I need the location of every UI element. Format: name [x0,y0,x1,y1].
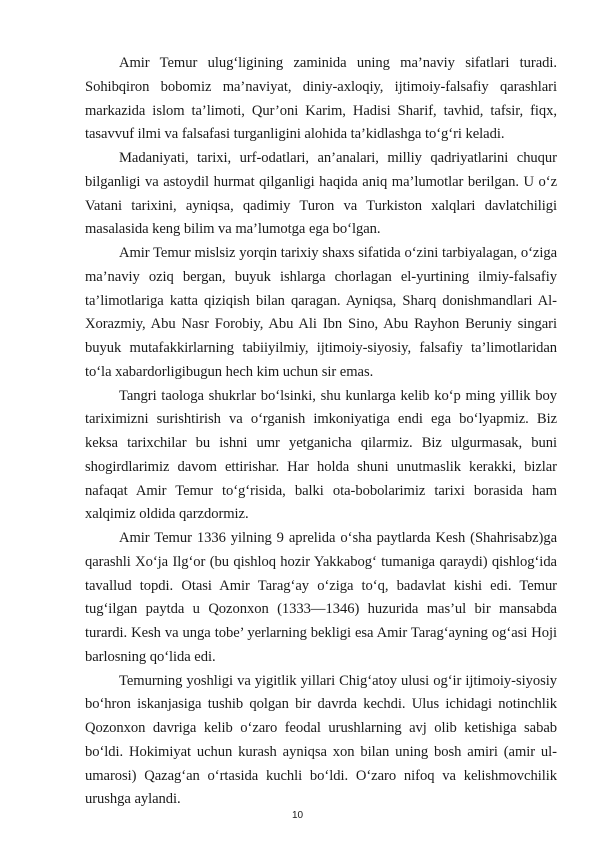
paragraph-2: Madaniyati, tarixi, urf-odatlari, an’analari, milliy qadriyatlarini chuqur bilganligi va astoydil hurmat qilganligi haqida aniq ma’lumotlar berilgan. U o‘z Vatani tarixini, ayniqsa, qadimiy Turon va Turkiston xalqlari davlatchiligi masalasida keng bilim va ma’lumotga ega bo‘lgan. [85,150,557,238]
paragraph-6: Temurning yoshligi va yigitlik yillari Chig‘atoy ulusi og‘ir ijtimoiy-siyosiy bo‘hron iskanjasiga tushib qolgan bir davrda kechdi. Ulus ichidagi notinchlik Qozonxon davriga kelib o‘zaro feodal urushlarning avj olib ketishiga sabab bo‘ldi. Hokimiyat uchun kurash ayniqsa xon bilan uning bosh amiri (amir ul-umarosi) Qazag‘an o‘rtasida kuchli bo‘ldi. O‘zaro nifoq va kelishmovchilik urushga aylandi. [85,672,557,808]
page-number: 10 [291,810,304,821]
paragraph-4: Tangri taologa shukrlar bo‘lsinki, shu kunlarga kelib ko‘p ming yillik boy tariximizni surishtirish va o‘rganish imkoniyatiga endi ega bo‘lyapmiz. Biz keksa tarixchilar bu ishni umr yetganicha qilarmiz. Biz ulgurmasak, buni shogirdlarimiz davom ettirishar. Har holda shuni unutmaslik kerakki, bizlar nafaqat Amir Temur to‘g‘risida, balki ota-bobolarimiz tarixi borasida ham xalqimiz oldida qarzdormiz. [85,387,557,523]
paragraph-5: Amir Temur 1336 yilning 9 aprelida o‘sha paytlarda Kesh (Shahrisabz)ga qarashli Xo‘ja Ilg‘or (bu qishloq hozir Yakkabog‘ tumaniga qaraydi) qishlog‘ida tavallud topdi. Otasi Amir Tarag‘ay o‘ziga to‘q, badavlat kishi edi. Temur tug‘ilgan paytda u Qozonxon (1333—1346) huzurida mas’ul bir mansabda turardi. Kesh va unga tobe’ yerlarning bekligi esa Amir Tarag‘ayning og‘asi Hoji barlosning qo‘lida edi. [85,530,557,665]
paragraph-3: Amir Temur mislsiz yorqin tarixiy shaxs sifatida o‘zini tarbiyalagan, o‘ziga ma’naviy oziq bergan, buyuk ishlarga chorlagan el-yurtining ilmiy-falsafiy ta’limotlariga katta qiziqish bilan qaragan. Ayniqsa, Sharq donishmandlari Al-Xorazmiy, Abu Nasr Forobiy, Abu Ali Ibn Sino, Abu Rayhon Beruniy singari buyuk mutafakkirlarning tabiiyilmiy, ijtimoiy-siyosiy, falsafiy ta’limotlaridan to‘la xabardorligibugun hech kim uchun sir emas. [85,245,557,380]
paragraph-1: Amir Temur ulug‘ligining zaminida uning ma’naviy sifatlari turadi. Sohibqiron bobomiz ma’naviyat, diniy-axloqiy, ijtimoiy-falsafiy qarashlari markazida islom ta’limoti, Qur’oni Karim, Hadisi Sharif, tavhid, tafsir, fiqx, tasavvuf ilmi va falsafasi turganligini alohida ta’kidlashga to‘g‘ri keladi. [85,55,557,143]
text-body [85,52,557,812]
